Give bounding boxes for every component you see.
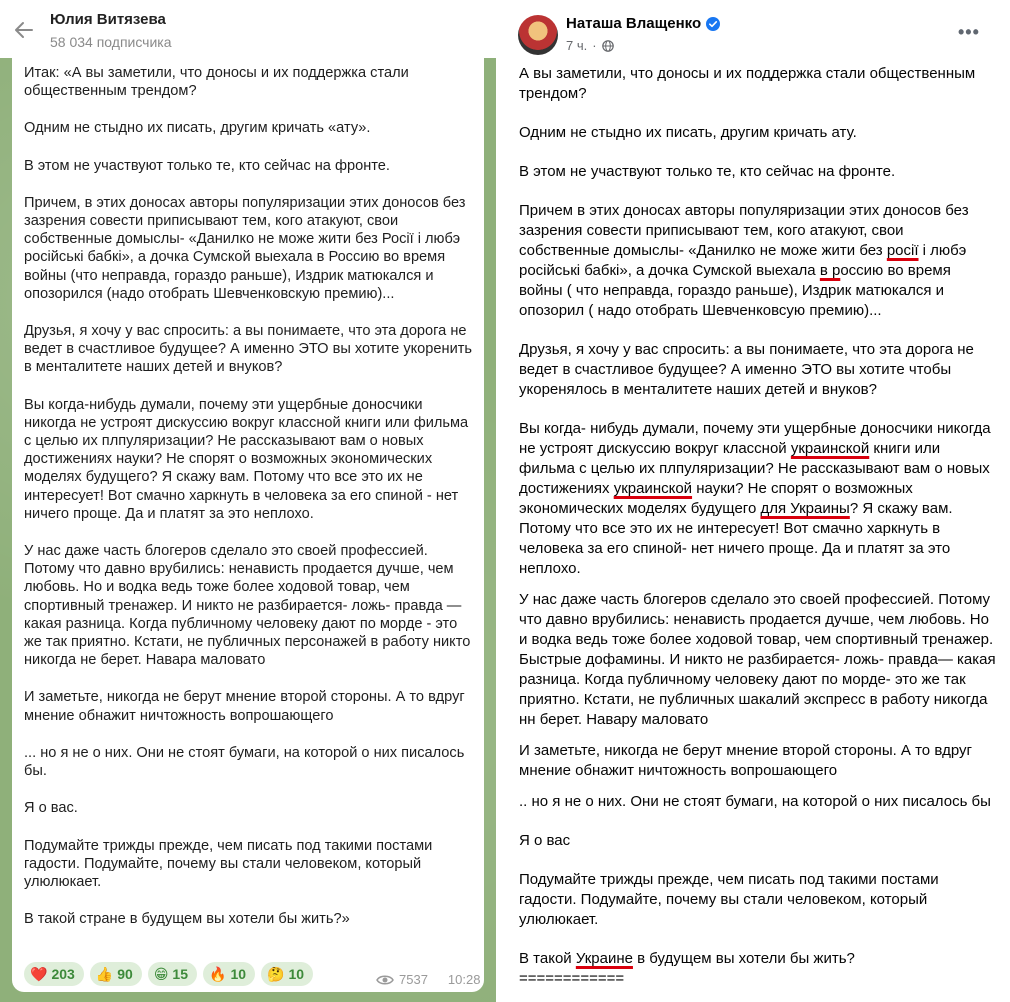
text-segment: і любэ російські бабкі», а дочка Сумской выехала — [519, 242, 967, 279]
message-paragraph: Я о вас. — [24, 800, 78, 817]
message-paragraph: Итак: «А вы заметили, что доносы и их поддержка стали общественным трендом? — [24, 65, 409, 100]
telegram-channel-header — [0, 0, 496, 58]
message-paragraph: Одним не стыдно их писать, другим кричать «ату». — [24, 120, 371, 137]
author-name[interactable]: Наташа Влащенко — [566, 15, 702, 32]
thinking-icon: 🤔 — [267, 965, 285, 982]
post-paragraph — [519, 949, 997, 969]
post-time[interactable]: 7 ч. — [566, 38, 588, 53]
underlined-word: украинской — [790, 440, 870, 457]
underlined-word: Украине — [575, 950, 633, 967]
channel-name[interactable]: Юлия Витязева — [50, 11, 166, 28]
message-paragraph: В такой стране в будущем вы хотели бы жить?» — [24, 911, 350, 928]
post-paragraph — [519, 419, 997, 579]
message-paragraph: У нас даже часть блогеров сделало это своей профессией. Потому что давно врубились: ненависть продается дучше, чем любовь. Но и водка ведь тоже более ходовой товар, чем спортивный тренажер. И никто не разбирается- ложь- правда — какая разница. Когда публичному человеку дают по морде - это же так приятно. Кстати, не публичных персонажей в работу никто никогда не берет. Навара маловато — [24, 543, 471, 669]
underlined-word: в р — [819, 262, 841, 279]
message-paragraph: В этом не участвуют только те, кто сейчас на фронте. — [24, 157, 390, 174]
thumbs-up-icon: 👍 — [95, 965, 114, 982]
post-paragraph: Одним не стыдно их писать, другим кричать ату. — [519, 124, 857, 141]
post-paragraph: Я о вас — [519, 832, 571, 849]
underlined-word: украинской — [613, 480, 693, 497]
reaction-count: 15 — [172, 966, 188, 982]
message-paragraph: Вы когда-нибудь думали, почему эти ущербные доносчики никогда не устроят дискуссию вокруг классной книги или фильма с целью их плпуляризации? Не рассказывают вам о новых достижениях науки? Не спорят о возможных экономических моделях будущего? Я скажу вам. Потому что все это их не интересует! Вот смачно харкнуть в человека за его спиной - нет ничего проще. Да и платят за это неплохо. — [24, 396, 469, 522]
post-paragraph: У нас даже часть блогеров сделало это своей профессией. Потому что давно врубились: ненависть продается дучше, чем любовь. Но и водка ведь тоже более ходовой товар, чем спортивный тренажер. Быстрые дофамины. И никто не разбирается- ложь- правда— какая разница. Когда публичному человеку дают по морде- это же так приятно. Кстати, не публичных шакалий экспресс в работу никогда нн берет. Навару маловато — [519, 591, 996, 728]
separator-dot: · — [592, 38, 597, 53]
reactions-bar — [24, 962, 313, 986]
message-paragraph: Причем, в этих доносах авторы популяризации этих доносов без зазрения совести приписывают тем, кого атакуют, свои собственные домыслы- «Данилко не може жити без Росії і любэ російські бабкі», а дочка Сумской выехала в Россию во время войны (что неправда, гораздо раньше), Издрик матюкался и опозорился (надо отобрать Шевченковскую премию)... — [24, 194, 466, 302]
message-paragraph: Подумайте трижды прежде, чем писать под такими постами гадости. Подумайте, почему вы стали человеком, который улюлюкает. — [24, 837, 433, 890]
text-segment: науки? Не спорят о возможных экономических моделях будущего — [519, 480, 913, 517]
fire-icon: 🔥 — [209, 965, 227, 982]
more-options-button[interactable]: ••• — [958, 22, 980, 42]
post-paragraph — [519, 201, 997, 321]
message-paragraph: Друзья, я хочу у вас спросить: а вы понимаете, что эта дорога не ведет в счастливое будущее? А именно ЭТО вы хотите укоренить в менталитете наших детей и внуков? — [24, 323, 473, 376]
separator-line: ============ — [519, 970, 625, 987]
heart-icon: ❤️ — [30, 965, 48, 982]
view-count: 7537 — [399, 972, 428, 987]
underlined-word: росії — [886, 242, 919, 259]
text-segment: В такой — [519, 950, 576, 967]
post-paragraph: Подумайте трижды прежде, чем писать под такими постами гадости. Подумайте, почему вы стали человеком, который улюлюкает. — [519, 871, 939, 928]
reaction-grin[interactable] — [148, 962, 197, 986]
message-paragraph: И заметьте, никогда не берут мнение второй стороны. А то вдруг мнение обнажит ничтожность вопрошающего — [24, 689, 465, 724]
text-segment: Вы когда- нибудь думали, почему эти ущербные доносчики никогда не устроят дискуссию вокруг классной — [519, 420, 991, 457]
post-text — [519, 64, 997, 989]
globe-icon — [602, 40, 614, 52]
reaction-thumbs-up[interactable] — [90, 962, 142, 986]
post-timestamp — [566, 38, 614, 53]
post-author — [566, 15, 720, 32]
message-meta — [376, 972, 480, 987]
text-segment: книги или фильма с целью их плпуляризации? Не рассказывают вам о новых достижениях — [519, 440, 990, 497]
text-segment: Причем в этих доносах авторы популяризации этих доносов без зазрения совести приписывают тем, кого атакуют, свои собственные домыслы- «Данилко не може жити без — [519, 202, 969, 259]
grin-icon: 😁 — [153, 965, 169, 982]
post-paragraph: Друзья, я хочу у вас спросить: а вы понимаете, что эта дорога не ведет в счастливое будущее? А именно ЭТО вы хотите чтобы укоренялось в менталитете наших детей и внуков? — [519, 341, 974, 398]
post-paragraph: И заметьте, никогда не берут мнение второй стороны. А то вдруг мнение обнажит ничтожность вопрошающего — [519, 742, 973, 779]
message-time: 10:28 — [447, 972, 481, 987]
reaction-heart[interactable] — [24, 962, 84, 986]
back-arrow-icon[interactable] — [12, 18, 36, 42]
post-paragraph: А вы заметили, что доносы и их поддержка стали общественным трендом? — [519, 65, 976, 102]
avatar[interactable] — [518, 15, 558, 55]
reaction-count: 10 — [288, 966, 305, 982]
reaction-count: 90 — [117, 966, 133, 982]
reaction-count: 10 — [230, 966, 247, 982]
reaction-fire[interactable] — [203, 962, 255, 986]
verified-badge-icon — [706, 17, 720, 31]
underlined-word: для Украины — [760, 500, 850, 517]
post-paragraph: .. но я не о них. Они не стоят бумаги, на которой о них писалось бы — [519, 793, 991, 810]
text-segment: ? Я скажу вам. Потому что все это их не интересует! Вот смачно харкнуть в человека за его спиной- нет ничего проще. Да и платят за это неплохо. — [519, 500, 953, 577]
message-paragraph: ... но я не о них. Они не стоят бумаги, на которой о них писалось бы. — [24, 744, 465, 780]
facebook-post-panel — [500, 0, 1010, 1002]
eye-icon — [376, 974, 394, 986]
post-paragraph: В этом не участвуют только те, кто сейчас на фронте. — [519, 163, 896, 180]
text-segment: в будущем вы хотели бы жить? — [632, 950, 855, 967]
subscriber-count: 58 034 подписчика — [50, 34, 172, 50]
reaction-count: 203 — [51, 966, 75, 982]
telegram-panel — [0, 0, 496, 1002]
text-segment: оссию во время войны ( что неправда, гораздо раньше), Издрик матюкался и опозорил ( надо отобрать Шевченковсую премию)... — [519, 262, 951, 319]
reaction-thinking[interactable] — [261, 962, 313, 986]
message-text — [24, 64, 476, 947]
